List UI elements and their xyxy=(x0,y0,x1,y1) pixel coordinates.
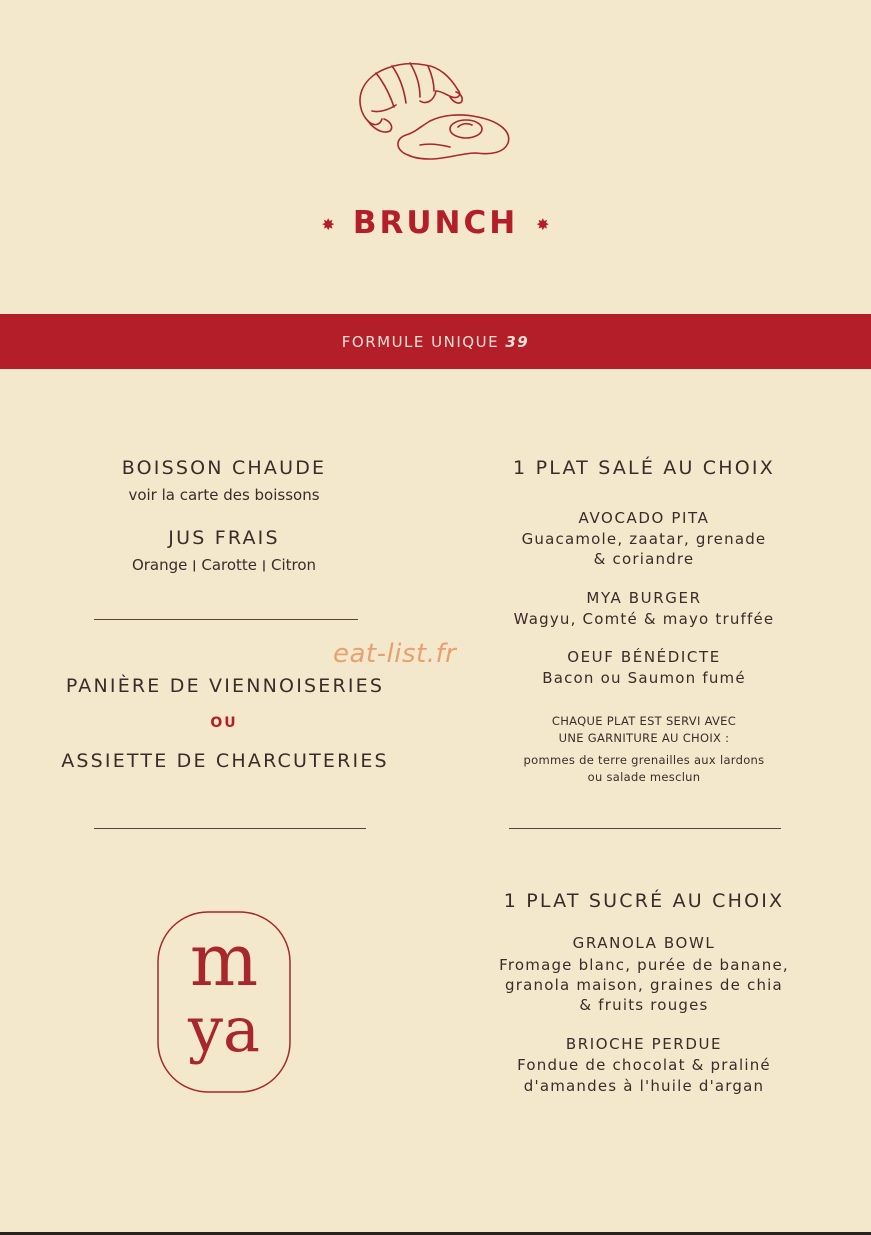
menu-item-name: OEUF BÉNÉDICTE xyxy=(567,648,721,666)
divider xyxy=(509,828,781,829)
juice-title: JUS FRAIS xyxy=(168,527,280,549)
star-left-icon: ✸ xyxy=(321,214,335,234)
menu-item-name: BRIOCHE PERDUE xyxy=(565,1035,723,1053)
logo-text-bottom: ya xyxy=(188,993,260,1066)
menu-item-name: AVOCADO PITA xyxy=(578,509,710,527)
divider xyxy=(94,619,358,620)
title-row xyxy=(0,205,871,241)
menu-item-desc: Fromage blanc, purée de banane, xyxy=(499,956,789,974)
menu-item-desc: d'amandes à l'huile d'argan xyxy=(523,1077,765,1095)
formula-banner xyxy=(0,314,871,369)
hot-drink-subtitle: voir la carte des boissons xyxy=(128,486,320,504)
croissant-egg-illustration xyxy=(350,55,520,169)
juice-options: Orange ׀ Carotte ׀ Citron xyxy=(131,556,317,574)
charcuteries-option: ASSIETTE DE CHARCUTERIES xyxy=(61,750,389,772)
garnish-note: CHAQUE PLAT EST SERVI AVEC xyxy=(551,714,737,728)
formula-price: 39 xyxy=(505,333,530,351)
page-title: BRUNCH xyxy=(352,205,519,241)
logo-text-top: m xyxy=(189,918,259,1002)
menu-item-name: MYA BURGER xyxy=(586,589,702,607)
garnish-note: UNE GARNITURE AU CHOIX : xyxy=(558,731,730,745)
menu-item-desc: & fruits rouges xyxy=(579,996,709,1014)
menu-item-desc: Fondue de chocolat & praliné xyxy=(517,1056,771,1074)
viennoiseries-option: PANIÈRE DE VIENNOISERIES xyxy=(65,675,385,697)
menu-item-desc: & coriandre xyxy=(593,550,695,568)
watermark: eat-list.fr xyxy=(333,639,457,669)
hot-drink-title: BOISSON CHAUDE xyxy=(121,457,327,479)
divider xyxy=(94,828,366,829)
savory-title: 1 PLAT SALÉ AU CHOIX xyxy=(513,457,775,479)
garnish-options: pommes de terre grenailles aux lardons xyxy=(523,753,765,767)
menu-item-desc: Bacon ou Saumon fumé xyxy=(542,669,746,687)
garnish-options: ou salade mesclun xyxy=(587,770,701,784)
menu-item-desc: Wagyu, Comté & mayo truffée xyxy=(513,610,775,628)
star-right-icon: ✸ xyxy=(536,214,550,234)
menu-item-desc: Guacamole, zaatar, grenade xyxy=(521,530,767,548)
or-label: OU xyxy=(210,715,238,731)
croissant-egg-icon xyxy=(350,55,520,165)
menu-item-name: GRANOLA BOWL xyxy=(572,934,716,952)
menu-item-desc: granola maison, graines de chia xyxy=(505,976,783,994)
mya-logo xyxy=(157,911,291,1097)
sweet-title: 1 PLAT SUCRÉ AU CHOIX xyxy=(503,890,785,912)
formula-label: FORMULE UNIQUE xyxy=(341,333,500,351)
